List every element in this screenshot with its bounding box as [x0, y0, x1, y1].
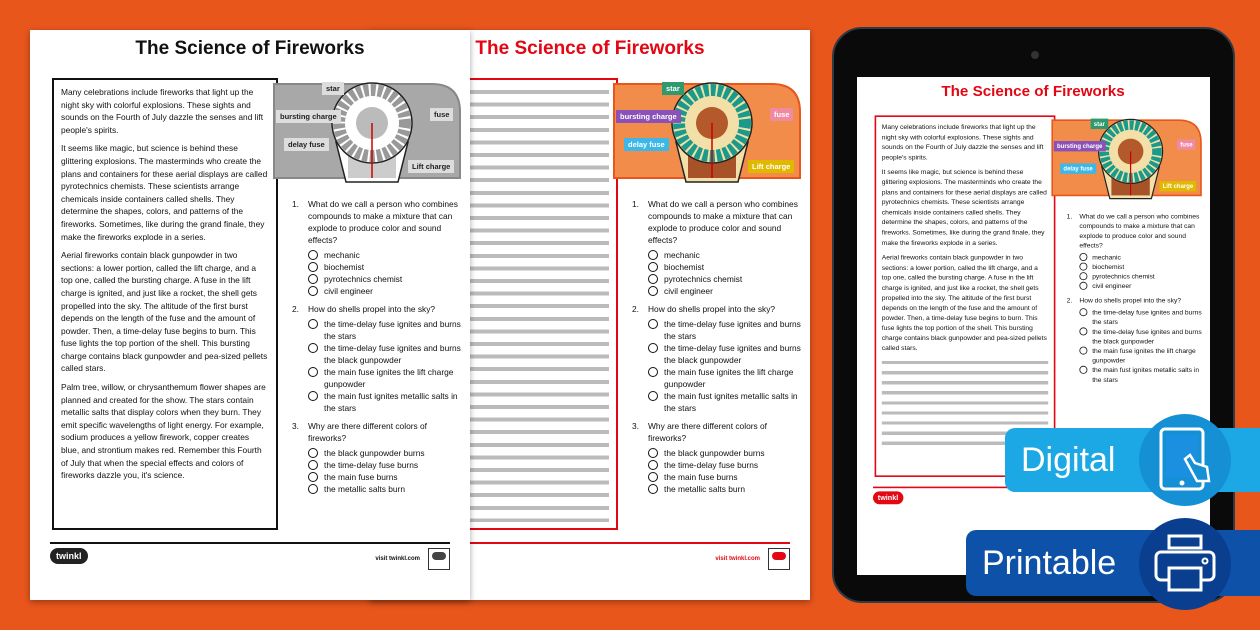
- question-number: 1.: [632, 199, 639, 209]
- footer-site-link[interactable]: visit twinkl.com: [375, 556, 420, 562]
- radio-circle-icon[interactable]: [648, 472, 658, 482]
- firework-shell-diagram: [272, 78, 462, 184]
- question-text: How do shells propel into the sky?: [1079, 296, 1182, 305]
- tablet-screen: [857, 77, 1210, 575]
- worksheet-title: The Science of Fireworks: [475, 38, 705, 59]
- radio-circle-icon[interactable]: [308, 391, 318, 401]
- option-label: the time-delay fuse burns: [664, 460, 759, 470]
- radio-circle-icon[interactable]: [308, 250, 318, 260]
- answer-option[interactable]: [308, 285, 464, 297]
- answer-option[interactable]: [648, 471, 804, 483]
- question-text: How do shells propel into the sky?: [308, 304, 436, 314]
- option-label: the main fuse ignites the lift charge gunpowder: [324, 367, 454, 389]
- answer-option[interactable]: [648, 261, 804, 273]
- option-label: mechanic: [324, 250, 360, 260]
- option-label: the time-delay fuse burns: [324, 460, 419, 470]
- question-text: Why are there different colors of fireworks?: [648, 421, 768, 443]
- radio-circle-icon[interactable]: [308, 286, 318, 296]
- radio-circle-icon[interactable]: [1079, 327, 1087, 335]
- tablet-device: [832, 27, 1235, 603]
- option-label: civil engineer: [664, 286, 713, 296]
- label-star: star: [322, 82, 344, 95]
- printable-label: Printable: [982, 543, 1117, 582]
- option-label: the black gunpowder burns: [664, 448, 765, 458]
- radio-circle-icon[interactable]: [308, 262, 318, 272]
- answer-option[interactable]: [648, 390, 804, 414]
- option-label: the metallic salts burn: [324, 484, 405, 494]
- answer-option[interactable]: [648, 447, 804, 459]
- question-number: 3.: [632, 421, 639, 431]
- label-bursting-charge: bursting charge: [276, 110, 341, 123]
- radio-circle-icon[interactable]: [308, 343, 318, 353]
- radio-circle-icon[interactable]: [648, 319, 658, 329]
- question-number: 2.: [292, 304, 299, 314]
- option-label: the black gunpowder burns: [324, 448, 425, 458]
- passage-paragraph: Aerial fireworks contain black gunpowder in two sections: a lower portion, called the lift charge, and a top one, called the bursting charge. A fuse in the lift charge is ignited, and just like a rocket, the shell gets propelled into the sky. The altitude of the first burst depends on the length of the fuse and the amount of powder. Then, a time-delay fuse begins to burn. This fuse lights the top portion of the shell. This bursting charge contains black gunpowder and pea-sized pellets called stars.: [61, 250, 268, 374]
- worksheet-title: The Science of Fireworks: [941, 83, 1125, 101]
- twinkl-logo: twinkl: [50, 548, 88, 564]
- question-text: What do we call a person who combines compounds to make a mixture that can explode to produce color and sound effects?: [648, 199, 798, 245]
- answer-option[interactable]: [648, 285, 804, 297]
- label-delay-fuse: delay fuse: [284, 138, 329, 151]
- option-label: the main fust ignites metallic salts in the stars: [664, 391, 798, 413]
- worksheet-print-page: [30, 30, 470, 600]
- reading-passage: [875, 115, 1056, 477]
- question-number: 2.: [632, 304, 639, 314]
- question-1: [1067, 211, 1205, 290]
- answer-option[interactable]: [1079, 271, 1204, 281]
- answer-option[interactable]: [648, 459, 804, 471]
- option-label: biochemist: [324, 262, 365, 272]
- option-label: pyrotechnics chemist: [664, 274, 743, 284]
- answer-option[interactable]: [648, 483, 804, 495]
- question-3: [632, 420, 804, 495]
- question-list: [1067, 211, 1205, 389]
- option-label: mechanic: [1092, 253, 1121, 261]
- radio-circle-icon[interactable]: [1079, 282, 1087, 290]
- footer-site-link[interactable]: visit twinkl.com: [715, 556, 760, 562]
- option-label: biochemist: [1092, 262, 1125, 271]
- passage-paragraph: Aerial fireworks contain black gunpowder in two sections: a lower portion, called the lift charge, and a top one, called the bursting charge. A fuse in the lift charge is ignited, and just like a rocket, the shell gets propelled into the sky. The altitude of the first burst depends on the length of the fuse and the amount of powder. Then, a time-delay fuse begins to burn. This fuse lights the top portion of the shell. This bursting charge contains black gunpowder and pea-sized pellets called stars.: [881, 253, 1047, 352]
- option-label: the time-delay fuse ignites and burns the black gunpowder: [324, 343, 461, 365]
- radio-circle-icon[interactable]: [308, 274, 318, 284]
- answer-option[interactable]: [648, 249, 804, 261]
- radio-circle-icon[interactable]: [308, 460, 318, 470]
- reading-passage: [52, 78, 278, 530]
- label-fuse: fuse: [770, 108, 793, 121]
- radio-circle-icon[interactable]: [648, 484, 658, 494]
- answer-option[interactable]: [1079, 307, 1204, 326]
- passage-paragraph: It seems like magic, but science is behind these glittering explosions. The masterminds who create the plans and containers for these aerial displays are called pyrotechnics chemists. These scientists arrange chemicals inside containers called shells. They determine the shapes, colors, and patterns of the fireworks. Sometimes, like during the grand finale, they make the fireworks explode in a series.: [61, 143, 268, 242]
- question-number: 1.: [1066, 212, 1073, 221]
- label-bursting-charge: bursting charge: [1054, 141, 1106, 151]
- option-label: mechanic: [664, 250, 700, 260]
- question-number: 2.: [1066, 296, 1073, 305]
- quality-badge-icon: [428, 548, 450, 570]
- answer-option[interactable]: [648, 366, 804, 390]
- camera-icon: [1031, 51, 1039, 59]
- label-bursting-charge: bursting charge: [616, 110, 681, 123]
- answer-option[interactable]: [308, 273, 464, 285]
- option-label: the metallic salts burn: [664, 484, 745, 494]
- option-label: the time-delay fuse ignites and burns the stars: [664, 319, 801, 341]
- answer-option[interactable]: [308, 318, 464, 342]
- option-label: the main fuse burns: [664, 472, 738, 482]
- question-list: [292, 198, 464, 501]
- printer-icon: [1139, 518, 1231, 610]
- passage-paragraph: Many celebrations include fireworks that light up the night sky with colorful explosions. These sights and sounds on the Fourth of July dazzle the senses and lift people's spirits.: [61, 87, 264, 135]
- question-text: Why are there different colors of fireworks?: [308, 421, 428, 443]
- question-2: [1067, 295, 1205, 384]
- answer-option[interactable]: [1079, 252, 1204, 262]
- passage-paragraph: Many celebrations include fireworks that light up the night sky with colorful explosions. These sights and sounds on the Fourth of July dazzle the senses and lift people's spirits.: [881, 122, 1044, 161]
- firework-shell-diagram: [612, 78, 802, 184]
- question-3: [292, 420, 464, 495]
- radio-circle-icon[interactable]: [308, 319, 318, 329]
- radio-circle-icon[interactable]: [648, 250, 658, 260]
- answer-option[interactable]: [1079, 281, 1204, 291]
- label-lift-charge: Lift charge: [408, 160, 454, 173]
- radio-circle-icon[interactable]: [308, 367, 318, 377]
- label-lift-charge: Lift charge: [748, 160, 794, 173]
- radio-circle-icon[interactable]: [648, 262, 658, 272]
- answer-option[interactable]: [1079, 262, 1204, 272]
- question-list: [632, 198, 804, 501]
- question-text: What do we call a person who combines compounds to make a mixture that can explode to produce color and sound effects?: [308, 199, 458, 245]
- question-text: How do shells propel into the sky?: [648, 304, 776, 314]
- tablet-touch-icon: [1139, 414, 1231, 506]
- label-star: star: [662, 82, 684, 95]
- worksheet-title: The Science of Fireworks: [135, 38, 365, 59]
- label-star: star: [1091, 119, 1108, 129]
- radio-circle-icon[interactable]: [648, 391, 658, 401]
- answer-option[interactable]: [1079, 327, 1204, 346]
- question-number: 1.: [292, 199, 299, 209]
- question-1: [292, 198, 464, 297]
- option-label: the time-delay fuse ignites and burns the stars: [1092, 308, 1202, 326]
- option-label: civil engineer: [324, 286, 373, 296]
- radio-circle-icon[interactable]: [1079, 272, 1087, 280]
- option-label: biochemist: [664, 262, 705, 272]
- answer-option[interactable]: [308, 261, 464, 273]
- answer-option[interactable]: [1079, 365, 1204, 384]
- radio-circle-icon[interactable]: [648, 343, 658, 353]
- option-label: the main fust ignites metallic salts in the stars: [324, 391, 458, 413]
- question-2: [632, 303, 804, 414]
- label-fuse: fuse: [430, 108, 453, 121]
- radio-circle-icon[interactable]: [648, 460, 658, 470]
- question-2: [292, 303, 464, 414]
- radio-circle-icon[interactable]: [648, 274, 658, 284]
- answer-option[interactable]: [308, 459, 464, 471]
- option-label: the time-delay fuse ignites and burns the black gunpowder: [1092, 327, 1202, 345]
- radio-circle-icon[interactable]: [1079, 347, 1087, 355]
- option-label: the main fust ignites metallic salts in the stars: [1092, 365, 1200, 384]
- radio-circle-icon[interactable]: [1079, 366, 1087, 374]
- label-delay-fuse: delay fuse: [1060, 163, 1096, 173]
- answer-option[interactable]: [648, 318, 804, 342]
- question-number: 3.: [292, 421, 299, 431]
- option-label: pyrotechnics chemist: [324, 274, 403, 284]
- option-label: the time-delay fuse ignites and burns the black gunpowder: [664, 343, 801, 365]
- option-label: the main fuse ignites the lift charge gunpowder: [1092, 346, 1196, 365]
- question-text: What do we call a person who combines compounds to make a mixture that can explode to produce color and sound effects?: [1079, 212, 1200, 249]
- answer-option[interactable]: [1079, 346, 1204, 365]
- option-label: the time-delay fuse ignites and burns the stars: [324, 319, 461, 341]
- radio-circle-icon[interactable]: [308, 472, 318, 482]
- passage-paragraph: Palm tree, willow, or chrysanthemum flower shapes are planned and created for the show. The stars contain metallic salts that display colors when they burn. They emit specific wavelengths of light energy. For example, sodium produces a yellow firework, copper creates blue, and strontium makes red. Remember this Fourth of July that when the special effects and colors of fireworks dazzle you, it's science.: [61, 382, 266, 481]
- radio-circle-icon[interactable]: [308, 484, 318, 494]
- label-lift-charge: Lift charge: [1159, 181, 1196, 191]
- option-label: the main fuse ignites the lift charge gunpowder: [664, 367, 794, 389]
- radio-circle-icon[interactable]: [648, 286, 658, 296]
- radio-circle-icon[interactable]: [1079, 263, 1087, 271]
- quality-badge-icon: [768, 548, 790, 570]
- option-label: civil engineer: [1092, 281, 1132, 290]
- answer-option[interactable]: [308, 471, 464, 483]
- radio-circle-icon[interactable]: [1079, 308, 1087, 316]
- answer-option[interactable]: [648, 273, 804, 285]
- answer-option[interactable]: [308, 366, 464, 390]
- answer-option[interactable]: [648, 342, 804, 366]
- twinkl-logo: twinkl: [873, 491, 903, 504]
- label-delay-fuse: delay fuse: [624, 138, 669, 151]
- digital-label: Digital: [1021, 440, 1116, 479]
- footer-divider: [50, 542, 450, 544]
- answer-option[interactable]: [308, 447, 464, 459]
- label-fuse: fuse: [1177, 139, 1196, 149]
- radio-circle-icon[interactable]: [1079, 253, 1087, 261]
- option-label: the main fuse burns: [324, 472, 398, 482]
- passage-paragraph: It seems like magic, but science is behind these glittering explosions. The masterminds who create the plans and containers for these aerial displays are called pyrotechnics chemists. These scientists arrange chemicals inside containers called shells. They determine the shapes, colors, and patterns of the fireworks. Sometimes, like during the grand finale, they make the fireworks explode in a series.: [881, 167, 1047, 247]
- radio-circle-icon[interactable]: [648, 367, 658, 377]
- answer-option[interactable]: [308, 390, 464, 414]
- option-label: pyrotechnics chemist: [1092, 272, 1155, 281]
- firework-shell-diagram: [1051, 115, 1203, 200]
- answer-option[interactable]: [308, 249, 464, 261]
- radio-circle-icon[interactable]: [308, 448, 318, 458]
- answer-option[interactable]: [308, 342, 464, 366]
- question-1: [632, 198, 804, 297]
- answer-option[interactable]: [308, 483, 464, 495]
- radio-circle-icon[interactable]: [648, 448, 658, 458]
